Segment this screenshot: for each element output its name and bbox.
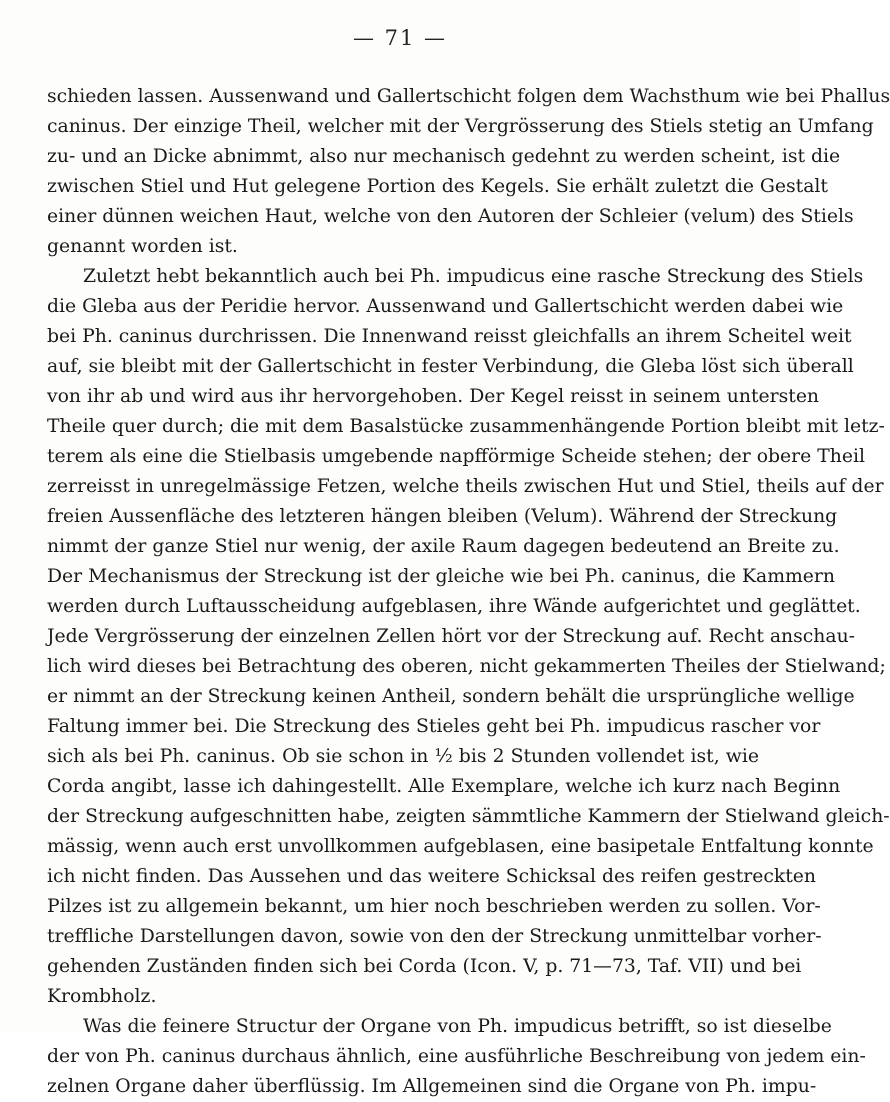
text-line: schieden lassen. Aussenwand und Gallertschicht folgen dem Wachsthum wie bei Phallus	[47, 86, 890, 107]
text-line: gehenden Zuständen finden sich bei Corda (Icon. V, p. 71—73, Taf. VII) und bei	[47, 956, 802, 977]
text-line: sich als bei Ph. caninus. Ob sie schon in ½ bis 2 Stunden vollendet ist, wie	[47, 746, 759, 767]
text-line: Corda angibt, lasse ich dahingestellt. Alle Exemplare, welche ich kurz nach Beginn	[47, 776, 841, 797]
text-line: zerreisst in unregelmässige Fetzen, welche theils zwischen Hut und Stiel, theils auf der	[47, 476, 884, 497]
text-line: werden durch Luftausscheidung aufgeblasen, ihre Wände aufgerichtet und geglättet.	[47, 596, 861, 617]
text-line: der Streckung aufgeschnitten habe, zeigten sämmtliche Kammern der Stielwand gleich-	[47, 806, 890, 827]
text-line: lich wird dieses bei Betrachtung des oberen, nicht gekammerten Theiles der Stielwand;	[47, 656, 886, 677]
body-text	[47, 82, 890, 1102]
text-line: bei Ph. caninus durchrissen. Die Innenwand reisst gleichfalls an ihrem Scheitel weit	[47, 326, 852, 347]
paragraph-3	[47, 1012, 866, 1102]
text-line: zelnen Organe daher überflüssig. Im Allgemeinen sind die Organe von Ph. impu-	[47, 1076, 817, 1097]
text-line: Krombholz.	[47, 986, 157, 1007]
text-line: er nimmt an der Streckung keinen Antheil, sondern behält die ursprüngliche wellige	[47, 686, 855, 707]
text-line: ich nicht finden. Das Aussehen und das weitere Schicksal des reifen gestreckten	[47, 866, 816, 887]
text-line: Jede Vergrösserung der einzelnen Zellen hört vor der Streckung auf. Recht anschau-	[47, 626, 856, 647]
text-line: von ihr ab und wird aus ihr hervorgehoben. Der Kegel reisst in seinem untersten	[47, 386, 820, 407]
text-line: zu- und an Dicke abnimmt, also nur mechanisch gedehnt zu werden scheint, ist die	[47, 146, 841, 167]
text-line: zwischen Stiel und Hut gelegene Portion des Kegels. Sie erhält zuletzt die Gestalt	[47, 176, 828, 197]
text-line: Der Mechanismus der Streckung ist der gleiche wie bei Ph. caninus, die Kammern	[47, 566, 835, 587]
text-line: Theile quer durch; die mit dem Basalstücke zusammenhängende Portion bleibt mit letz-	[47, 416, 885, 437]
text-line: mässig, wenn auch erst unvollkommen aufgeblasen, eine basipetale Entfaltung konnte	[47, 836, 874, 857]
text-line: Faltung immer bei. Die Streckung des Stieles geht bei Ph. impudicus rascher vor	[47, 716, 821, 737]
text-line: terem als eine die Stielbasis umgebende napfförmige Scheide stehen; der obere Theil	[47, 446, 865, 467]
text-line: caninus. Der einzige Theil, welcher mit der Vergrösserung des Stiels stetig an Umfang	[47, 116, 874, 137]
paragraph-1	[47, 82, 890, 262]
page-number: — 71 —	[352, 26, 448, 50]
paragraph-2	[47, 262, 890, 1012]
text-line: Zuletzt hebt bekanntlich auch bei Ph. impudicus eine rasche Streckung des Stiels	[83, 266, 864, 287]
text-line: nimmt der ganze Stiel nur wenig, der axile Raum dagegen bedeutend an Breite zu.	[47, 536, 840, 557]
text-line: genannt worden ist.	[47, 236, 238, 257]
text-line: treffliche Darstellungen davon, sowie von den der Streckung unmittelbar vorher-	[47, 926, 822, 947]
text-line: freien Aussenfläche des letzteren hängen bleiben (Velum). Während der Streckung	[47, 506, 838, 527]
text-line: Pilzes ist zu allgemein bekannt, um hier noch beschrieben werden zu sollen. Vor-	[47, 896, 821, 917]
text-line: auf, sie bleibt mit der Gallertschicht in fester Verbindung, die Gleba löst sich überall	[47, 356, 854, 377]
text-line: Was die feinere Structur der Organe von Ph. impudicus betrifft, so ist dieselbe	[83, 1016, 832, 1037]
text-line: einer dünnen weichen Haut, welche von den Autoren der Schleier (velum) des Stiels	[47, 206, 854, 227]
text-line: der von Ph. caninus durchaus ähnlich, eine ausführliche Beschreibung von jedem ein-	[47, 1046, 866, 1067]
text-line: die Gleba aus der Peridie hervor. Aussenwand und Gallertschicht werden dabei wie	[47, 296, 844, 317]
